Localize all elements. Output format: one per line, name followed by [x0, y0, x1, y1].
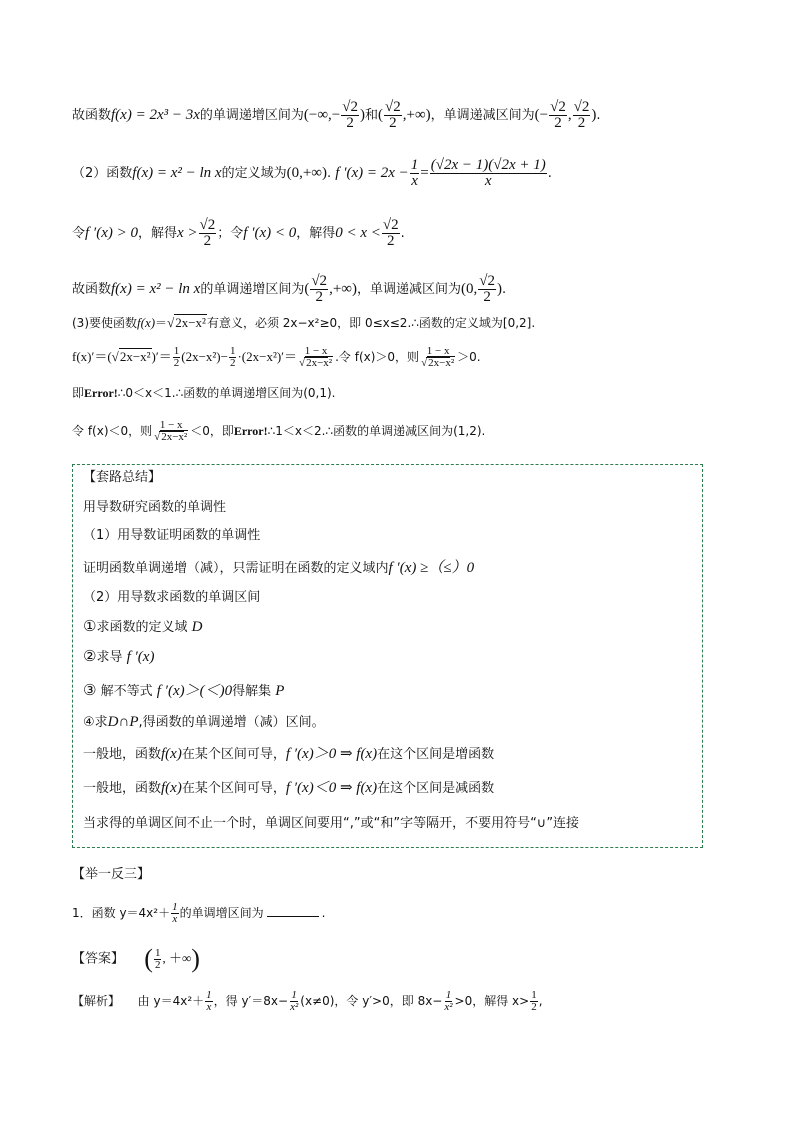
frac-den: 2 [229, 357, 236, 369]
step-3 [83, 681, 284, 701]
text: 的单调递增区间为 [200, 282, 305, 297]
frac-num: 1 [531, 989, 537, 1001]
decreasing-rule [83, 779, 494, 798]
frac-den: √2x−x² [421, 357, 455, 369]
line-3 [72, 218, 405, 249]
text: 由 y＝4x²＋ [137, 994, 205, 1008]
text: （2）函数 [72, 166, 133, 181]
text: ，得 y′＝8x− [213, 994, 289, 1008]
math: (2x−x²) [181, 349, 221, 364]
text: 故函数 [72, 108, 112, 123]
frac-1-over-x2 [443, 990, 453, 1013]
frac-num: √2 [199, 217, 216, 233]
math: f ′(x)＞0 ⇒ f(x) [285, 746, 378, 762]
increasing-rule [83, 745, 494, 764]
frac-den: x² [444, 1001, 453, 1013]
text: ，单调递减区间为 [430, 108, 535, 123]
frac-num: 1 [291, 989, 297, 1001]
text: . [321, 906, 326, 920]
line-5 [72, 314, 535, 332]
text: 求导 [96, 650, 123, 665]
frac-den-radicand: 2x−x² [428, 357, 455, 369]
text: 令 f(x)＜0，则 [72, 424, 153, 438]
frac-den: x² [290, 1001, 299, 1013]
paren: ) [191, 944, 200, 973]
math: P [275, 683, 285, 699]
math: 0 < x < [335, 225, 381, 241]
frac-g [298, 346, 334, 369]
summary-note: 当求得的单调区间不止一个时，单调区间要用“,”或“和”字等隔开，不要用符号“∪”连接 [83, 816, 580, 831]
frac-g [420, 346, 456, 369]
frac-g [153, 420, 189, 443]
math: ( [378, 107, 384, 123]
line-8 [72, 420, 485, 443]
frac-den: 2 [483, 289, 491, 305]
math: ,+∞) [329, 281, 357, 297]
summary-line [83, 559, 474, 578]
math: f ′(x)＞(＜)0 [156, 683, 233, 699]
answer-line [72, 946, 200, 972]
frac-den: x [206, 1001, 212, 1013]
math: (− [534, 107, 549, 123]
math-radicand: 2x−x² [119, 349, 151, 364]
math: f(x) [137, 315, 156, 330]
frac-sqrt2-over-2 [382, 218, 400, 249]
answer-blank [267, 904, 319, 917]
solution-label: 【解析】 [72, 994, 121, 1008]
text: 求 [94, 715, 108, 730]
frac-den-radicand: 2x−x² [306, 357, 333, 369]
question-1 [72, 902, 325, 925]
text: . [596, 108, 601, 123]
line-1 [72, 100, 601, 131]
text: . [400, 226, 405, 241]
math: ·(2x−x²)′＝ [237, 349, 298, 364]
frac-half [530, 990, 538, 1013]
summary-line: 用导数研究函数的单调性 [83, 500, 227, 515]
frac-num: 1 − x [304, 345, 328, 357]
text: ，单调递减区间为 [356, 282, 461, 297]
frac-den: x [172, 913, 178, 925]
step-2 [83, 647, 154, 667]
math: f(x) [161, 746, 182, 762]
step-1 [83, 617, 202, 637]
text: 的单调增区间为 [179, 906, 264, 920]
frac-1-over-x2 [289, 990, 299, 1013]
frac-num: 1 − x [426, 345, 450, 357]
frac-sqrt2-over-2 [573, 100, 591, 131]
text: 在这个区间是减函数 [377, 781, 495, 796]
math: D [191, 619, 203, 635]
sqrt-sign: √ [111, 349, 119, 364]
solution-line [72, 990, 543, 1013]
text: 的单调递增区间为 [199, 108, 304, 123]
text: 1．函数 y＝4x²＋ [72, 906, 171, 920]
line-4 [72, 274, 506, 305]
frac-sqrt2-over-2 [199, 218, 217, 249]
text: 在某个区间可导， [181, 747, 286, 762]
math-func: f(x) = 2x³ − 3x [111, 107, 200, 123]
error-text: Error! [84, 386, 118, 400]
math: ) [591, 107, 597, 123]
frac-den: 2 [531, 1001, 537, 1013]
math: f ′(x) ≥（≤）0 [388, 560, 475, 576]
math: D∩P [107, 714, 139, 730]
text: 即 [72, 386, 85, 400]
text: 故函数 [72, 282, 112, 297]
math: f(x) [161, 780, 182, 796]
text: . [501, 282, 507, 297]
text: (3)要使函数 [72, 316, 137, 330]
text: , [538, 994, 543, 1008]
text: ∴1＜x＜2.∴函数的单调递减区间为(1,2). [267, 424, 486, 438]
step-number: ① [83, 617, 97, 635]
text: .令 f(x)＞0，则 [335, 350, 420, 364]
frac-num: (√2x − 1)(√2x + 1) [430, 157, 546, 173]
math: ) [360, 107, 365, 123]
math-radicand: 2x−x² [175, 315, 206, 330]
sqrt-sign: √ [167, 315, 175, 330]
frac-half [229, 346, 237, 369]
text: 和 [365, 108, 379, 123]
frac-den: 2 [387, 233, 395, 249]
math: ,+∞) [402, 107, 431, 123]
frac-den: 2 [389, 115, 397, 131]
summary-line: （2）用导数求函数的单调区间 [83, 590, 261, 605]
math: f ′(x) < 0 [243, 225, 297, 241]
text: ＞0. [457, 350, 481, 364]
frac-den: 2 [154, 958, 161, 971]
text: ,得函数的单调递增（减）区间。 [138, 715, 325, 730]
frac-1-over-x [171, 902, 179, 925]
frac-num: 1 [173, 345, 180, 357]
frac-num: 1 [445, 989, 452, 1001]
frac-sqrt2-over-2 [549, 100, 567, 131]
frac-product-over-x [430, 158, 547, 189]
math: (0, [460, 281, 478, 297]
frac-num: 1 [410, 157, 419, 173]
frac-num: 1 − x [159, 419, 183, 431]
frac-1-over-x [410, 158, 420, 189]
math: , [567, 107, 572, 123]
text: 在这个区间是增函数 [377, 747, 495, 762]
text: . [547, 166, 552, 181]
text: 一般地，函数 [83, 747, 162, 762]
math-deriv: f ′(x) = 2x − [335, 165, 409, 181]
frac-sqrt2-over-2 [310, 274, 328, 305]
text: 证明函数单调递增（减），只需证明在函数的定义域内 [83, 561, 389, 576]
math: , ＋∞ [162, 950, 192, 966]
frac-den: 2 [203, 233, 212, 249]
step-number: ④ [83, 715, 95, 730]
math: (0,+∞) [286, 165, 327, 181]
frac-num: √2 [573, 99, 590, 115]
frac-num: √2 [550, 99, 566, 115]
frac-num: √2 [385, 99, 401, 115]
frac-den: x [484, 173, 492, 189]
summary-line: （1）用导数证明函数的单调性 [83, 528, 261, 543]
frac-den: √2x−x² [299, 357, 333, 369]
frac-num: √2 [342, 99, 358, 115]
frac-den: 2 [577, 115, 586, 131]
frac-den: 2 [554, 115, 562, 131]
text: 在某个区间可导， [181, 781, 286, 796]
summary-title: 【套路总结】 [83, 470, 162, 485]
text: ；令 [217, 226, 244, 241]
frac-den: x [411, 173, 418, 189]
text: 得解集 [232, 684, 272, 699]
line-2 [72, 158, 552, 189]
text: ∴0＜x＜1.∴函数的单调递增区间为(0,1). [117, 386, 336, 400]
frac-den: 2 [346, 115, 354, 131]
math: ) [496, 281, 502, 297]
frac-sqrt2-over-2 [341, 100, 359, 131]
text: 的定义域为 [221, 166, 287, 181]
frac-1-over-x [205, 990, 213, 1013]
frac-half [173, 346, 181, 369]
summary-box [72, 464, 703, 848]
math: ( [304, 281, 310, 297]
step-number: ③ [83, 681, 97, 699]
frac-num: √2 [479, 273, 495, 289]
frac-sqrt2-over-2 [478, 274, 496, 305]
line-6: f(x)′＝(√2x−x²)′＝ $\frac{1}{2}$ (2x−x²)− $\frac{1}{2}$ ·(2x−x²)′＝ $\frac{1 - x}{\text{√2x−x²}}$ .令 f(x)＞0，则 $\frac{1 - x}{\text{√2x−x²}}$ ＞0. [72, 345, 481, 369]
text: 有意义，必须 2x−x²≥0，即 0≤x≤2.∴函数的定义域为[0,2]. [206, 316, 536, 330]
text: 令 [72, 226, 86, 241]
error-text: Error! [233, 424, 268, 438]
text: 求函数的定义域 [96, 620, 188, 635]
text: 解不等式 [100, 684, 153, 699]
practice-title: 【举一反三】 [72, 867, 151, 882]
frac-den-radicand: 2x−x² [161, 431, 188, 443]
frac-half [154, 948, 162, 971]
frac-den: 2 [315, 289, 323, 305]
frac-num: 1 [172, 901, 178, 913]
math: f ′(x) > 0 [85, 225, 138, 241]
text: (x≠0)，令 y′>0，即 8x− [300, 994, 443, 1008]
math-func: f(x) = x² − ln x [111, 281, 201, 297]
math: f ′(x)＜0 ⇒ f(x) [285, 780, 378, 796]
math-func: f(x) = x² − ln x [132, 165, 222, 181]
math: (−∞,− [303, 107, 341, 123]
frac-num: 1 [229, 345, 236, 357]
line-7 [72, 384, 336, 402]
text: ＜0，即 [190, 424, 234, 438]
step-number: ② [83, 647, 97, 665]
math: f(x)′＝( [72, 349, 112, 364]
math: f ′(x) [126, 649, 155, 665]
text: . [327, 166, 332, 181]
frac-num: √2 [311, 273, 328, 289]
text: 一般地，函数 [83, 781, 162, 796]
frac-num: 1 [154, 946, 161, 959]
text: ，解得 [137, 226, 177, 241]
text: >0，解得 x> [454, 994, 530, 1008]
frac-num: √2 [382, 217, 399, 233]
frac-num: 1 [206, 989, 212, 1001]
paren: ( [144, 944, 153, 973]
answer-label: 【答案】 [72, 951, 125, 967]
text: ，解得 [296, 226, 336, 241]
step-4 [83, 713, 325, 732]
frac-den: √2x−x² [154, 431, 188, 443]
frac-den: 2 [173, 357, 180, 369]
frac-sqrt2-over-2 [384, 100, 402, 131]
math: x > [177, 225, 198, 241]
math: )′＝ [151, 349, 172, 364]
math: = [420, 165, 429, 181]
text: ＝ [155, 316, 168, 330]
